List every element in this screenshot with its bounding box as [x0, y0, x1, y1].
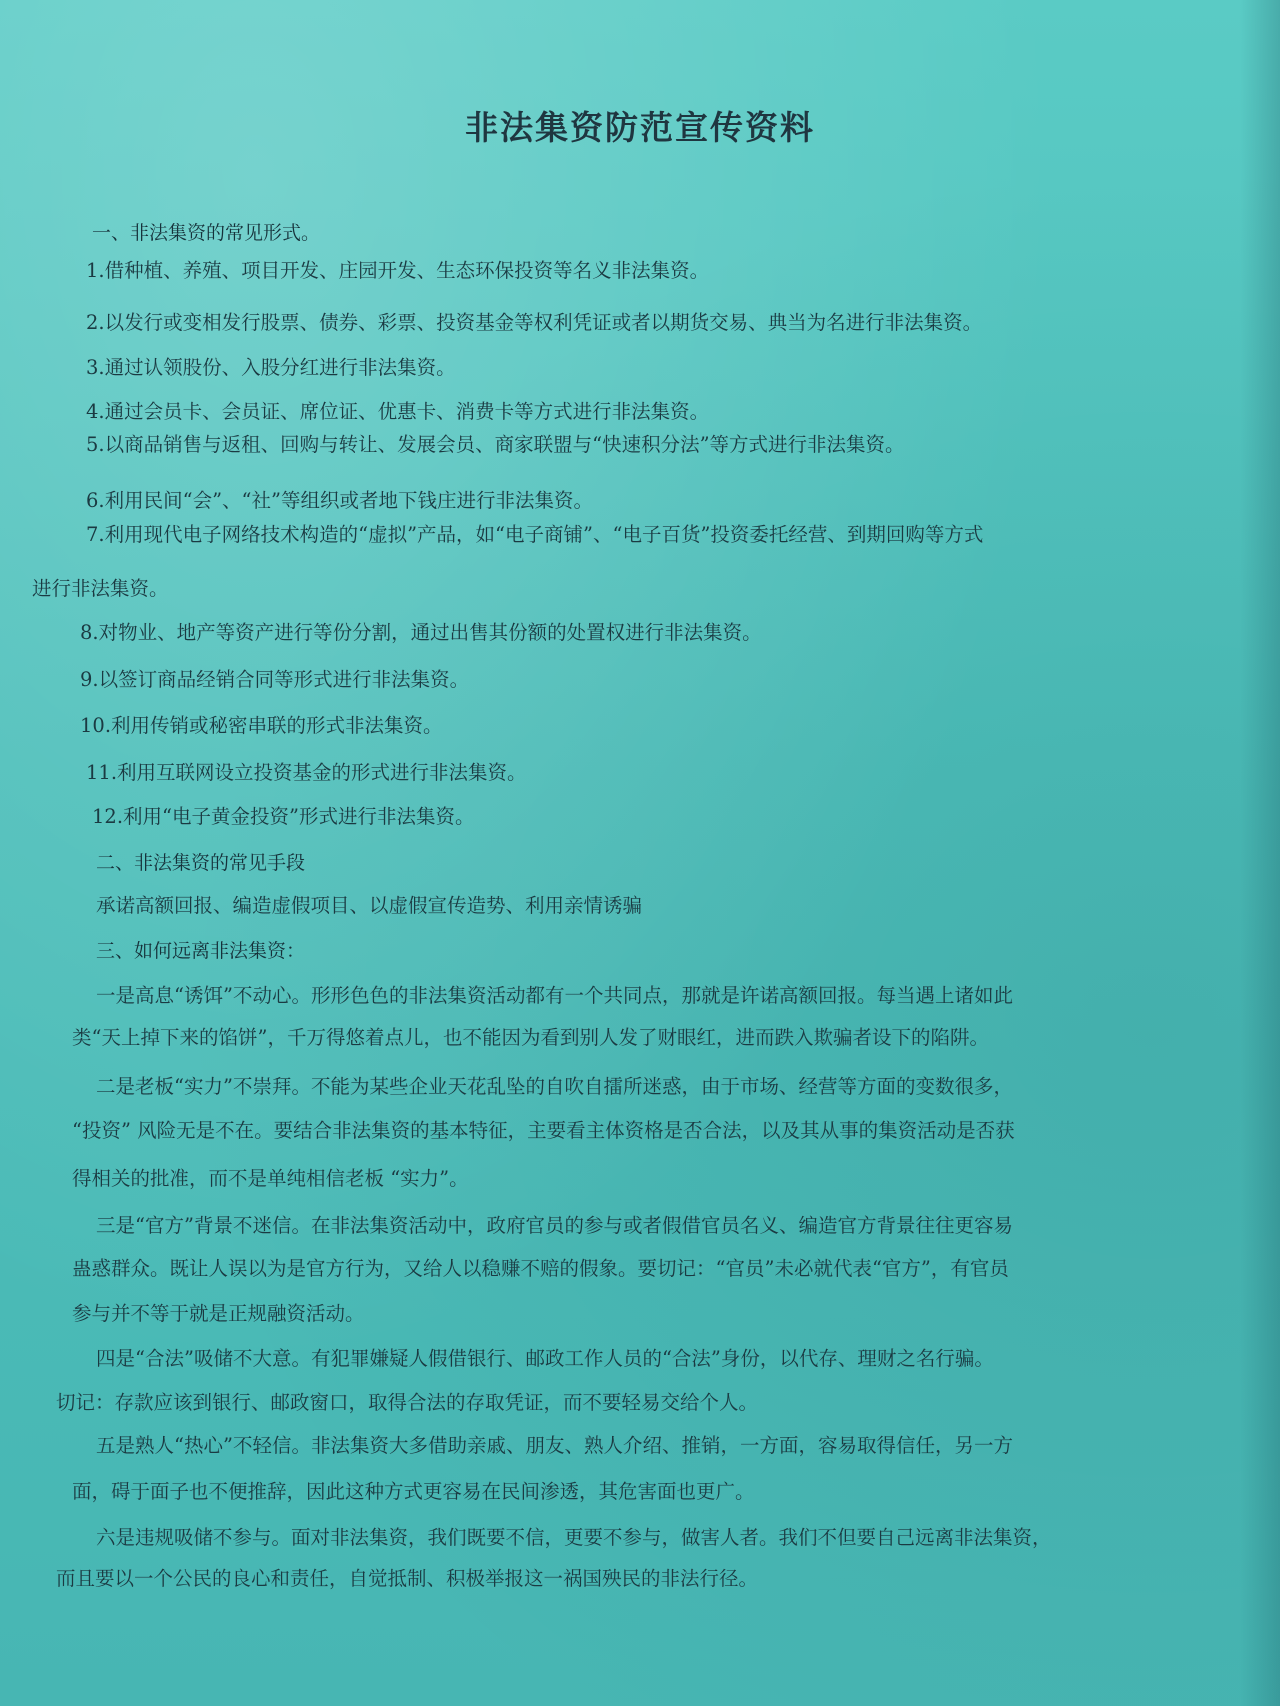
paragraph-line: 蛊惑群众。既让人误以为是官方行为，又给人以稳赚不赔的假象。要切记：“官员”未必就代表“官方”，有官员 — [72, 1257, 1009, 1280]
list-item: 3.通过认领股份、入股分红进行非法集资。 — [86, 356, 456, 379]
paragraph-line: 五是熟人“热心”不轻信。非法集资大多借助亲戚、朋友、熟人介绍、推销，一方面，容易取得信任，另一方 — [96, 1434, 1013, 1457]
paragraph-line: 一是高息“诱饵”不动心。形形色色的非法集资活动都有一个共同点，那就是许诺高额回报。每当遇上诸如此 — [96, 984, 1013, 1007]
paragraph-line: 切记：存款应该到银行、邮政窗口，取得合法的存取凭证，而不要轻易交给个人。 — [56, 1391, 759, 1414]
list-item: 5.以商品销售与返租、回购与转让、发展会员、商家联盟与“快速积分法”等方式进行非法集资。 — [86, 433, 905, 456]
list-item: 8.对物业、地产等资产进行等份分割，通过出售其份额的处置权进行非法集资。 — [80, 621, 762, 644]
section-heading-3: 三、如何远离非法集资： — [96, 940, 306, 962]
paragraph-line: 二是老板“实力”不崇拜。不能为某些企业天花乱坠的自吹自擂所迷惑，由于市场、经营等方面的变数很多， — [96, 1075, 1013, 1098]
list-item-continuation: 进行非法集资。 — [32, 577, 169, 600]
section-heading-1: 一、非法集资的常见形式。 — [92, 222, 321, 244]
list-item: 12.利用“电子黄金投资”形式进行非法集资。 — [92, 805, 475, 828]
paragraph-line: “投资” 风险无是不在。要结合非法集资的基本特征，主要看主体资格是否合法，以及其从事的集资活动是否获 — [72, 1119, 1015, 1142]
list-item: 7.利用现代电子网络技术构造的“虚拟”产品，如“电子商铺”、“电子百货”投资委托经营、到期回购等方式 — [86, 523, 984, 546]
list-item: 4.通过会员卡、会员证、席位证、优惠卡、消费卡等方式进行非法集资。 — [86, 400, 710, 423]
list-item: 10.利用传销或秘密串联的形式非法集资。 — [80, 714, 443, 737]
paragraph-line: 类“天上掉下来的馅饼”，千万得悠着点儿，也不能因为看到别人发了财眼红，进而跌入欺骗者设下的陷阱。 — [72, 1026, 989, 1049]
list-item: 11.利用互联网设立投资基金的形式进行非法集资。 — [86, 761, 527, 784]
list-item: 6.利用民间“会”、“社”等组织或者地下钱庄进行非法集资。 — [86, 489, 593, 512]
section-heading-2: 二、非法集资的常见手段 — [96, 852, 306, 874]
paragraph-line: 参与并不等于就是正规融资活动。 — [72, 1302, 365, 1325]
document-title: 非法集资防范宣传资料 — [465, 108, 815, 147]
paragraph-line: 四是“合法”吸储不大意。有犯罪嫌疑人假借银行、邮政工作人员的“合法”身份，以代存、理财之名行骗。 — [96, 1347, 994, 1370]
paragraph-line: 得相关的批准，而不是单纯相信老板 “实力”。 — [72, 1167, 469, 1190]
paragraph-line: 六是违规吸储不参与。面对非法集资，我们既要不信，更要不参与，做害人者。我们不但要自己远离非法集资， — [96, 1526, 1052, 1549]
paragraph-line: 而且要以一个公民的良心和责任，自觉抵制、积极举报这一祸国殃民的非法行径。 — [56, 1567, 759, 1590]
paragraph-line: 面，碍于面子也不便推辞，因此这种方式更容易在民间渗透，其危害面也更广。 — [72, 1480, 755, 1503]
section-2-text: 承诺高额回报、编造虚假项目、以虚假宣传造势、利用亲情诱骗 — [96, 894, 643, 917]
page-edge-shadow — [1240, 0, 1280, 1706]
paragraph-line: 三是“官方”背景不迷信。在非法集资活动中，政府官员的参与或者假借官员名义、编造官方背景往往更容易 — [96, 1214, 1013, 1237]
list-item: 1.借种植、养殖、项目开发、庄园开发、生态环保投资等名义非法集资。 — [86, 259, 710, 282]
list-item: 2.以发行或变相发行股票、债券、彩票、投资基金等权利凭证或者以期货交易、典当为名进行非法集资。 — [86, 311, 983, 334]
list-item: 9.以签订商品经销合同等形式进行非法集资。 — [80, 668, 470, 691]
